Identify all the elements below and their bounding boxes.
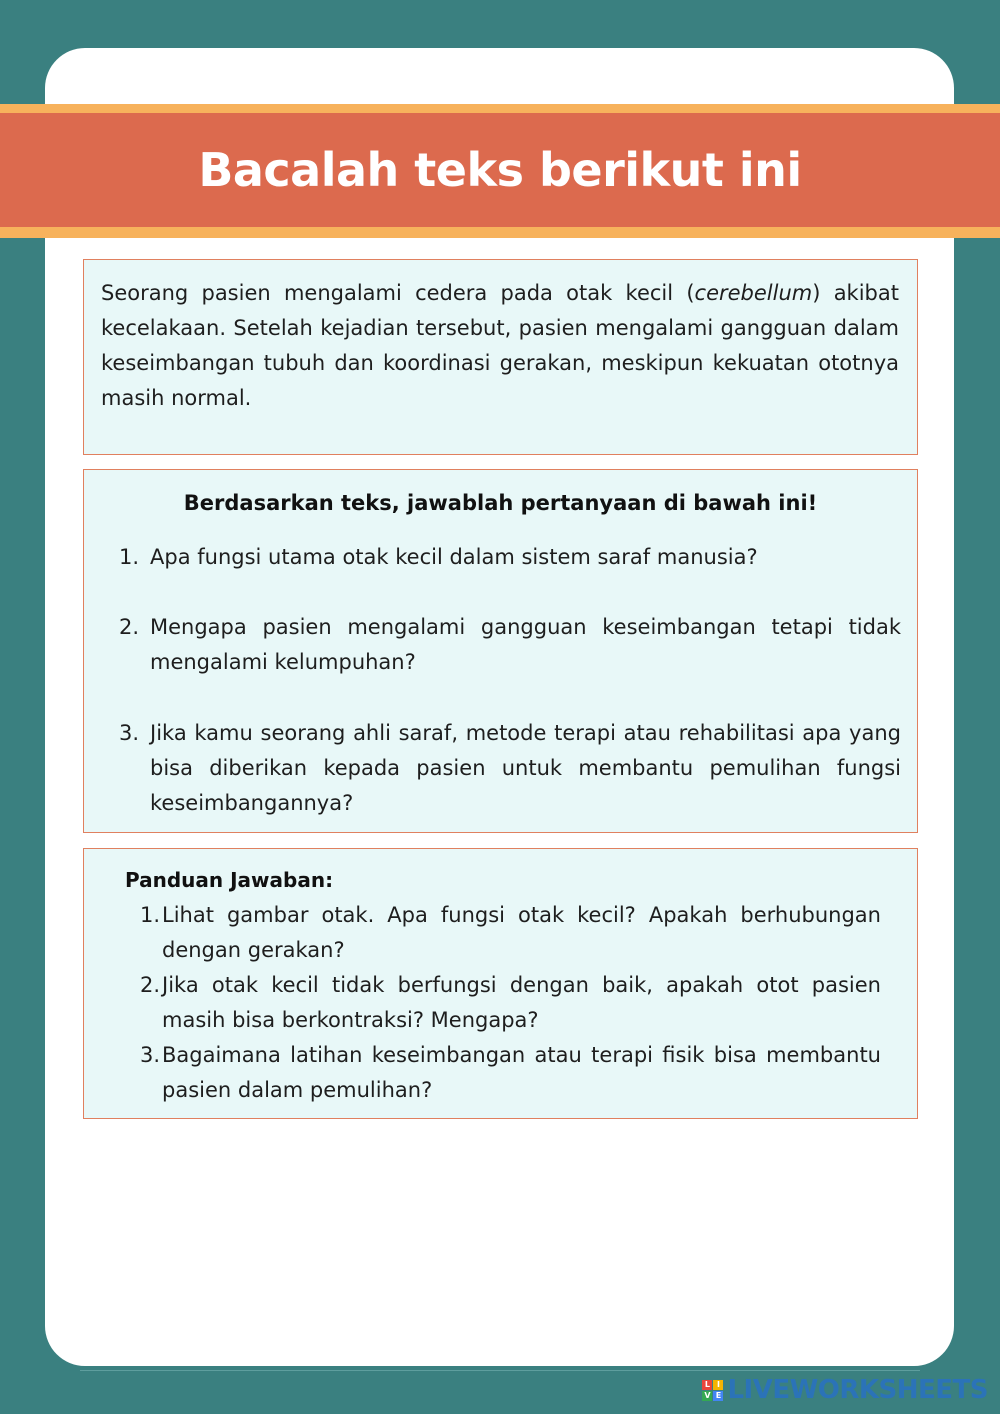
- guide-text: Jika otak kecil tidak berfungsi dengan baik, apakah otot pasien masih bisa berkontraksi? Mengapa?: [162, 973, 881, 1032]
- guide-item: [140, 1038, 881, 1108]
- page-title: Bacalah teks berikut ini: [198, 143, 802, 197]
- guide-item: [140, 898, 881, 968]
- question-text: Apa fungsi utama otak kecil dalam sistem saraf manusia?: [150, 545, 758, 569]
- answer-guide-heading: Panduan Jawaban:: [125, 868, 334, 892]
- guide-item: [140, 968, 881, 1038]
- footer-divider: [80, 1370, 920, 1371]
- logo-letter: I: [713, 1380, 723, 1390]
- logo-letter: E: [713, 1391, 723, 1401]
- question-item: [119, 716, 901, 821]
- guide-number: 1.: [140, 903, 161, 927]
- question-number: 3.: [119, 721, 140, 745]
- guide-number: 2.: [140, 973, 161, 997]
- logo-letter: L: [702, 1380, 712, 1390]
- logo-letter: V: [704, 1390, 711, 1400]
- passage-italic-term: cerebellum: [694, 281, 813, 305]
- logo-mark-icon: [702, 1380, 723, 1401]
- question-item: [119, 540, 901, 575]
- questions-box: [83, 469, 918, 833]
- guide-number: 3.: [140, 1043, 161, 1067]
- reading-passage: [101, 276, 899, 416]
- question-text: Mengapa pasien mengalami gangguan keseimbangan tetapi tidak mengalami kelumpuhan?: [150, 615, 901, 674]
- reading-passage-box: [83, 259, 918, 455]
- guide-text: Bagaimana latihan keseimbangan atau terapi fisik bisa membantu pasien dalam pemulihan?: [162, 1043, 881, 1102]
- question-text: Jika kamu seorang ahli saraf, metode terapi atau rehabilitasi apa yang bisa diberikan kepada pasien untuk membantu pemulihan fungsi keseimbangannya?: [150, 721, 901, 815]
- questions-heading: Berdasarkan teks, jawablah pertanyaan di bawah ini!: [183, 491, 818, 515]
- guide-text: Lihat gambar otak. Apa fungsi otak kecil? Apakah berhubungan dengan gerakan?: [162, 903, 881, 962]
- logo-text: LIVEWORKSHEETS: [727, 1375, 988, 1405]
- passage-text-start: Seorang pasien mengalami cedera pada otak kecil (: [101, 281, 695, 305]
- question-number: 2.: [119, 615, 140, 639]
- liveworksheets-logo[interactable]: [702, 1374, 988, 1406]
- answer-guide-box: [83, 848, 918, 1119]
- question-item: [119, 610, 901, 680]
- question-number: 1.: [119, 545, 140, 569]
- passage-text-end: ) akibat kecelakaan. Setelah kejadian tersebut, pasien mengalami gangguan dalam keseimbangan tubuh dan koordinasi gerakan, meskipun kekuatan ototnya masih normal.: [101, 281, 899, 410]
- title-banner: [0, 113, 1000, 227]
